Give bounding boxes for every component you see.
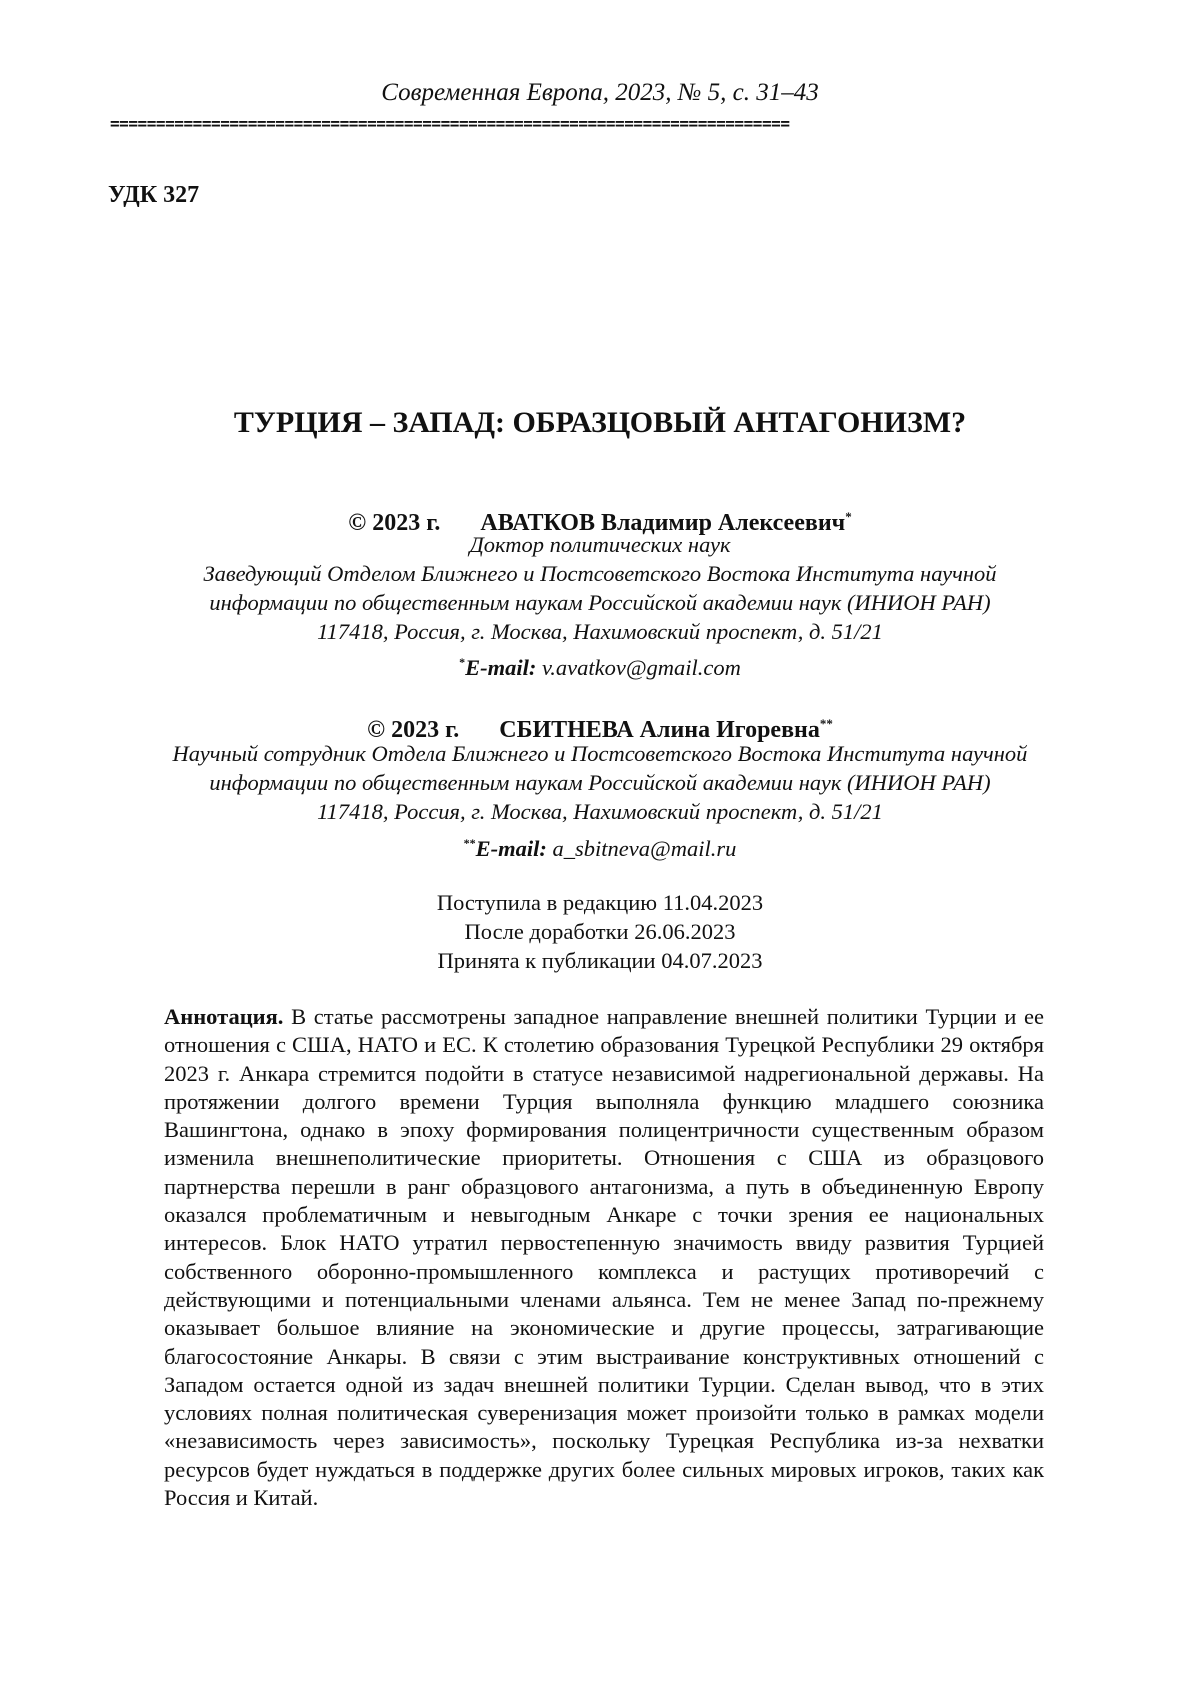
abstract — [164, 1003, 1044, 1512]
author-1-email[interactable]: v.avatkov@gmail.com — [541, 655, 741, 680]
author-2-address: 117418, Россия, г. Москва, Нахимовский проспект, д. 51/21 — [317, 799, 883, 824]
email-label-text: E-mail: — [475, 836, 547, 861]
author-1-email-line — [0, 648, 1200, 682]
author-1-address: 117418, Россия, г. Москва, Нахимовский проспект, д. 51/21 — [317, 619, 883, 644]
running-header: Современная Европа, 2023, № 5, с. 31–43 — [381, 79, 819, 106]
author-1-affiliation-line: информации по общественным наукам Российской академии наук (ИНИОН РАН) — [209, 590, 991, 615]
abstract-text: В статье рассмотрены западное направление внешней политики Турции и ее отношения с США, НАТО и ЕС. К столетию образования Турецкой Республики 29 октября 2023 г. Анкара стремится подойти в статусе независимой надрегиональной державы. На протяжении долгого времени Турция выполняла функцию младшего союзника Вашингтона, однако в эпоху формирования полицентричности существенным образом изменила внешнеполитические приоритеты. Отношения с США из образцового партнерства перешли в ранг образцового антагонизма, а путь в объединенную Европу оказался проблематичным и невыгодным Анкаре с точки зрения ее национальных интересов. Блок НАТО утратил первостепенную значимость ввиду развития Турцией собственного оборонно-промышленного комплекса и растущих противоречий с действующими и потенциальными членами альянса. Тем не менее Запад по-прежнему оказывает большое влияние на экономические и другие процессы, затрагивающие благосостояние Анкары. В связи с этим выстраивание конструктивных отношений с Западом остается одной из задач внешней политики Турции. Сделан вывод, что в этих условиях полная политическая суверенизация может произойти только в рамках модели «независимость через зависимость», поскольку Турецкая Республика из-за нехватки ресурсов будет нуждаться в поддержке других более сильных мировых игроков, таких как Россия и Китай. — [164, 1004, 1045, 1511]
author-2-email[interactable]: a_sbitneva@mail.ru — [552, 836, 737, 861]
date-revised: После доработки 26.06.2023 — [464, 919, 736, 944]
author-1-name: АВАТКОВ Владимир Алексеевич — [480, 510, 846, 536]
author-2-name: СБИТНЕВА Алина Игоревна — [499, 717, 820, 743]
author-1-degree: Доктор политических наук — [469, 532, 731, 557]
author-2-mark: ** — [819, 716, 833, 731]
author-2-copyright: © 2023 г. — [367, 717, 460, 743]
abstract-label: Аннотация. — [164, 1004, 284, 1029]
author-2-email-mark: ** — [463, 836, 476, 850]
header-rule: ========================================================================== — [110, 116, 790, 132]
author-2-affiliation-line: Научный сотрудник Отдела Ближнего и Постсоветского Востока Института научной — [172, 741, 1028, 766]
email-label-text: E-mail: — [465, 655, 537, 680]
author-1-copyright: © 2023 г. — [348, 510, 441, 536]
author-2-email-line — [0, 829, 1200, 863]
publication-dates — [0, 888, 1200, 975]
date-received: Поступила в редакцию 11.04.2023 — [436, 890, 764, 915]
author-1-email-mark: * — [459, 655, 466, 669]
author-1-email-label — [459, 655, 536, 680]
author-1-mark: * — [845, 509, 852, 524]
article-title: ТУРЦИЯ – ЗАПАД: ОБРАЗЦОВЫЙ АНТАГОНИЗМ? — [233, 406, 967, 439]
author-2-email-label — [464, 836, 547, 861]
udk-code: УДК 327 — [108, 182, 200, 208]
author-2-affiliation-line: информации по общественным наукам Российской академии наук (ИНИОН РАН) — [209, 770, 991, 795]
author-1-affiliation-line: Заведующий Отделом Ближнего и Постсоветского Востока Института научной — [203, 561, 997, 586]
date-accepted: Принята к публикации 04.07.2023 — [437, 948, 763, 973]
